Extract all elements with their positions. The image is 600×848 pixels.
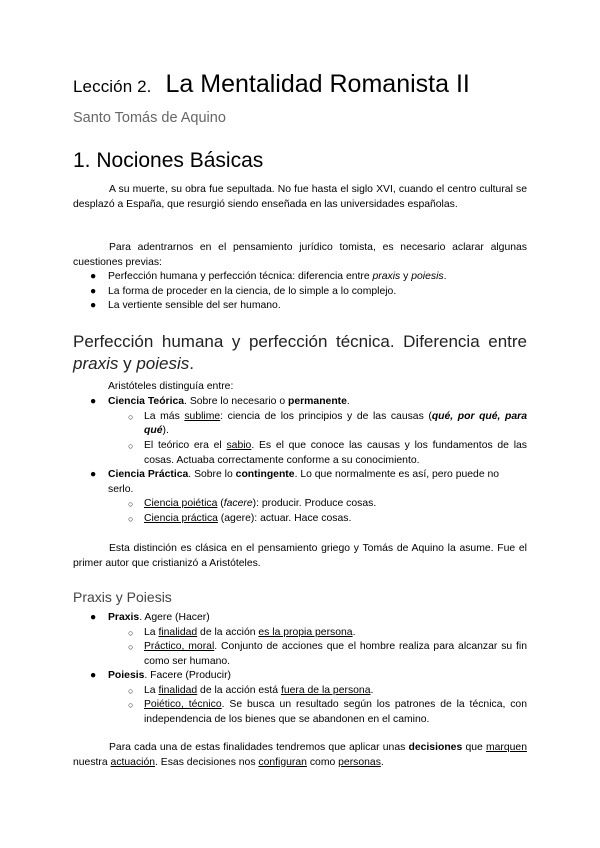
lesson-number: Lección 2. [73, 77, 152, 96]
list-item: ● Poiesis. Facere (Producir) [108, 669, 527, 684]
bullet-icon: ● [90, 271, 97, 282]
paragraph-distincion: Esta distinción es clásica en el pensamiento griego y Tomás de Aquino la asume. Fue el primer autor que cristianizó a Aristóteles. [73, 543, 527, 569]
bullet-icon: ● [90, 300, 97, 311]
list-item: ● Praxis. Agere (Hacer) [108, 611, 527, 626]
list-item: ○ Práctico, moral. Conjunto de acciones que el hombre realiza para alcanzar su fin como ser humano. [128, 641, 527, 667]
circle-bullet-icon: ○ [128, 499, 134, 509]
circle-bullet-icon: ○ [128, 700, 134, 710]
circle-bullet-icon: ○ [128, 627, 134, 638]
heading-praxis-poiesis: Praxis y Poiesis [73, 589, 172, 605]
bullet-icon: ● [90, 469, 97, 480]
paragraph-adentrarnos: Para adentrarnos en el pensamiento jurídico tomista, es necesario aclarar algunas cuestiones previas: [73, 242, 527, 268]
paragraph-decisiones: Para cada una de estas finalidades tendremos que aplicar unas decisiones que marquen nuestra actuación. Esas decisiones nos configuran como personas. [73, 742, 527, 768]
document-subtitle: Santo Tomás de Aquino [73, 110, 226, 126]
circle-bullet-icon: ○ [128, 642, 134, 652]
bullet-icon: ● [90, 670, 97, 681]
intro-text: Aristóteles distinguía entre: [108, 381, 234, 392]
list-item: ○ Ciencia poiética (facere): producir. Produce cosas. [144, 497, 527, 512]
list-item: ○ La finalidad de la acción está fuera de la persona. [144, 684, 527, 699]
bullet-icon: ● [90, 396, 97, 407]
list-item: ● Ciencia Teórica. Sobre lo necesario o permanente. [108, 395, 527, 410]
bullet-icon: ● [90, 612, 97, 623]
list-item: ● La forma de proceder en la ciencia, de lo simple a lo complejo. [108, 285, 527, 300]
list-item: ● Perfección humana y perfección técnica: diferencia entre praxis y poiesis. [108, 270, 527, 285]
heading-nociones: 1. Nociones Básicas [73, 149, 264, 172]
circle-bullet-icon: ○ [128, 411, 134, 422]
paragraph-muerte: A su muerte, su obra fue sepultada. No fue hasta el siglo XVI, cuando el centro cultural se desplazó a España, que resurgió siendo enseñada en las universidades españolas. [73, 184, 527, 210]
circle-bullet-icon: ○ [128, 513, 134, 524]
circle-bullet-icon: ○ [128, 441, 134, 451]
lesson-title: La Mentalidad Romanista II [165, 70, 470, 98]
circle-bullet-icon: ○ [128, 685, 134, 696]
list-item: ○ Ciencia práctica (agere): actuar. Hace cosas. [144, 512, 527, 527]
list-item: ○ La más sublime: ciencia de los principios y de las causas (qué, por qué, para qué). [128, 410, 527, 436]
heading-perfeccion: Perfección humana y perfección técnica. Diferencia entre praxis y poiesis. [73, 332, 527, 373]
list-item: ○ La finalidad de la acción es la propia persona. [144, 626, 527, 641]
list-item: ● Ciencia Práctica. Sobre lo contingente. Lo que normalmente es así, pero puede no serlo. [90, 469, 500, 495]
list-item: ○ El teórico era el sabio. Es el que conoce las causas y los fundamentos de las cosas. Actuaba correctamente conforme a su conocimiento. [128, 440, 527, 466]
list-item: ● La vertiente sensible del ser humano. [108, 299, 527, 314]
document-title [73, 70, 470, 99]
list-item: ○ Poiético, técnico. Se busca un resultado según los patrones de la técnica, con independencia de los bienes que se abandonen en el camino. [128, 699, 527, 725]
bullet-icon: ● [90, 285, 97, 297]
